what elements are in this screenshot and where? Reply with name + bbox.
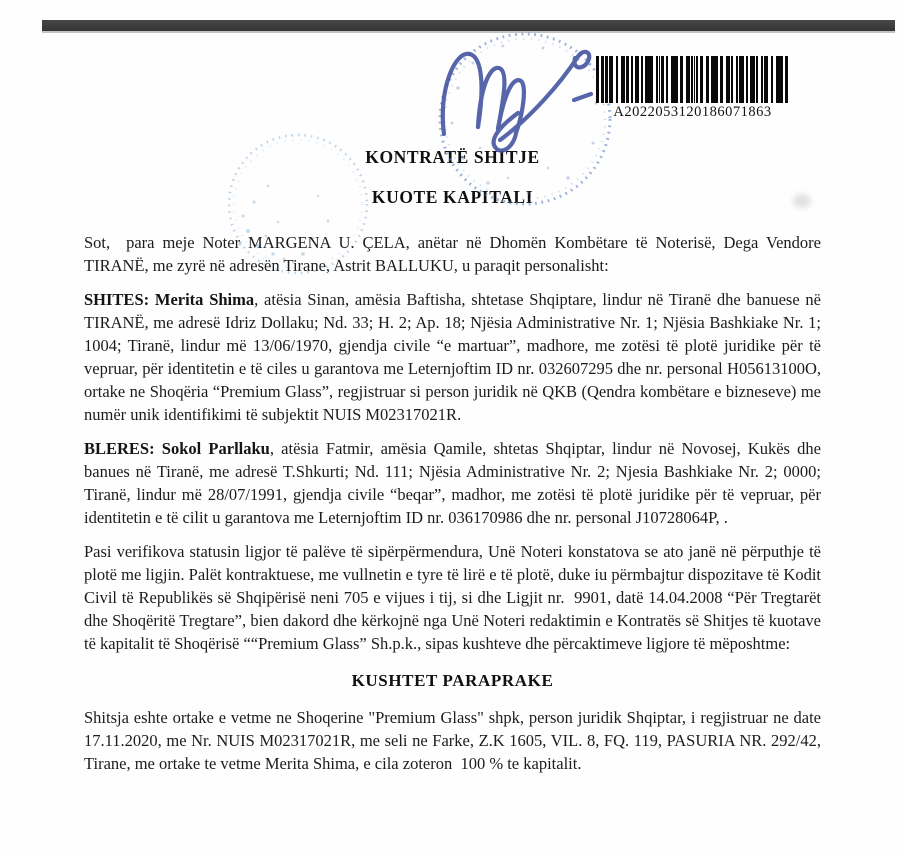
paragraph-kushtet: Shitsja eshte ortake e vetme ne Shoqerine "Premium Glass" shpk, person juridik Shqiptar, i regjistruar ne date 17.11.2020, me Nr. NUIS M02317021R, me seli ne Farke, Z.K 1605, VIL. 8, FQ. 119, PASURIA NR. 292/42, Tirane, me ortake te vetme Merita Shima, e cila zoteron 100 % te kapitalit. <box>84 708 821 773</box>
document-subtitle: KUOTE KAPITALI <box>371 187 534 207</box>
paragraph-verification: Pasi verifikova statusin ligjor të palëve të sipërpërmendura, Unë Noteri konstatova se ato janë në përputhje të plotë me ligjin. Palët kontraktuese, me vullnetin e tyre të lirë e të plotë, duke iu përmbajtur dispozitave të Kodit Civil të Republikës së Shqipërisë neni 705 e vijues i tij, si dhe Ligjit nr. 9901, datë 14.04.2008 “Për Tregtarët dhe Shoqëritë Tregtare”, bien dakord dhe kërkojnë nga Unë Noteri redaktimin e Kontratës së Shitjes të kuotave të kapitalit të Shoqërisë ““Premium Glass” Sh.p.k., sipas kushteve dhe përcaktimeve ligjore të mëposhtme: <box>84 542 821 653</box>
document-title: KONTRATË SHITJE <box>365 147 540 167</box>
section-heading-kushtet-paraprake: KUSHTET PARAPRAKE <box>351 671 554 690</box>
barcode-number: A2022053120186071863 <box>613 104 772 120</box>
scanner-edge-bar <box>42 20 895 33</box>
buyer-name: BLERES: Sokol Parllaku <box>84 439 270 458</box>
barcode <box>596 56 789 121</box>
seller-name: SHITES: Merita Shima <box>84 290 255 309</box>
signature-scribble-icon <box>443 52 591 151</box>
barcode-icon <box>596 56 789 103</box>
paragraph-shites <box>84 288 821 426</box>
scan-artifact-smudge <box>793 194 811 208</box>
paragraph-intro: Sot, para meje Noter MARGENA U. ÇELA, anëtar në Dhomën Kombëtare të Noterisë, Dega Vendore TIRANË, me zyrë në adresën Tirane, Astrit BALLUKU, u paraqit personalisht: <box>84 233 821 275</box>
buyer-details: , atësia Fatmir, amësia Qamile, shtetas Shqiptar, lindur në Novosej, Kukës dhe banues në Tiranë, me adresë T.Shkurti; Nd. 111; Njësia Administrative Nr. 2; Njesia Bashkiake Nr. 2; 0000; Tiranë, lindur më 28/07/1991, gjendja civile “beqar”, madhor, me zotësi të plotë juridike për të vepruar, për identitetin e të cilit u garantova me Leternjoftim ID nr. 036170986 dhe nr. personal J10728064P, . <box>84 439 821 527</box>
seller-details: , atësia Sinan, amësia Baftisha, shtetase Shqiptare, lindur në Tiranë dhe banuese në TIRANË, me adresë Idriz Dollaku; Nd. 33; H. 2; Ap. 18; Njësia Administrative Nr. 1; Njësia Bashkiake Nr. 1; 1004; Tiranë, lindur më 13/06/1970, gjendja civile “e martuar”, madhore, me zotësi të plotë juridike për të vepruar, për identitetin e të ciles u garantova me Leternjoftim ID nr. 032607295 dhe nr. personal H05613100O, ortake ne Shoqëria “Premium Glass”, regjistruar si person juridik në QKB (Qendra kombëtare e bizneseve) me numër unik identifikimi të subjektit NUIS M02317021R. <box>84 290 821 424</box>
paragraph-bleres <box>84 437 821 529</box>
contract-body <box>84 146 821 786</box>
